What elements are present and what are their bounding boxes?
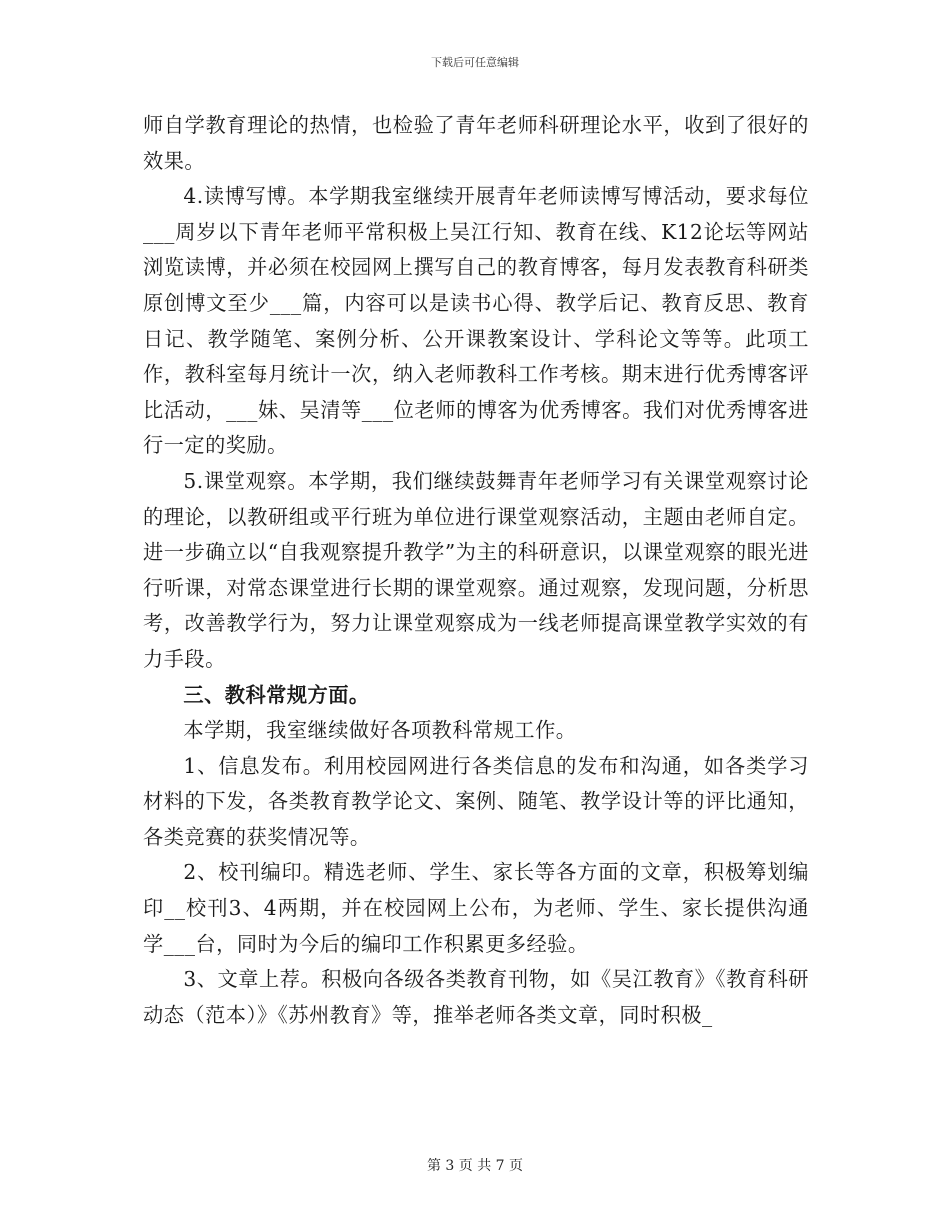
paragraph-continuation: 师自学教育理论的热情，也检验了青年老师科研理论水平，收到了很好的效果。 [143,113,809,173]
document-body [143,108,809,1033]
paragraph-classroom-observation: 5.课堂观察。本学期，我们继续鼓舞青年老师学习有关课堂观察讨论的理论，以教研组或平行班为单位进行课堂观察活动，主题由老师自定。进一步确立以“自我观察提升教学”为主的科研意识，以课堂观察的眼光进行听课，对常态课堂进行长期的课堂观察。通过观察，发现问题，分析思考，改善教学行为，努力让课堂观察成为一线老师提高课堂教学实效的有力手段。 [143,468,809,671]
paragraph-routine-intro: 本学期，我室继续做好各项教科常规工作。 [183,718,577,743]
paragraph-read-write-blog: 4.读博写博。本学期我室继续开展青年老师读博写博活动，要求每位___周岁以下青年老师平常积极上吴江行知、教育在线、K12论坛等网站浏览读博，并必须在校园网上撰写自己的教育博客，每月发表教育科研类原创博文至少___篇，内容可以是读书心得、教学后记、教育反思、教育日记、教学随笔、案例分析、公开课教案设计、学科论文等等。此项工作，教科室每月统计一次，纳入老师教科工作考核。期末进行优秀博客评比活动，___妹、吴清等___位老师的博客为优秀博客。我们对优秀博客进行一定的奖励。 [143,184,809,458]
page-number: 第 3 页 共 7 页 [426,1158,524,1174]
paragraph-school-journal: 2、校刊编印。精选老师、学生、家长等各方面的文章，积极筹划编印__校刊3、4两期，并在校园网上公布，为老师、学生、家长提供沟通学___台，同时为今后的编印工作积累更多经验。 [143,860,809,956]
section-heading-routine: 三、教科常规方面。 [183,682,370,707]
paragraph-article-recommend: 3、文章上荐。积极向各级各类教育刊物，如《吴江教育》《教育科研动态（范本）》《苏州教育》等，推举老师各类文章，同时积极_ [143,967,809,1027]
paragraph-info-release: 1、信息发布。利用校园网进行各类信息的发布和沟通，如各类学习材料的下发，各类教育教学论文、案例、随笔、教学设计等的评比通知，各类竞赛的获奖情况等。 [143,753,809,849]
page-header: 下载后可任意编辑 [431,56,519,69]
